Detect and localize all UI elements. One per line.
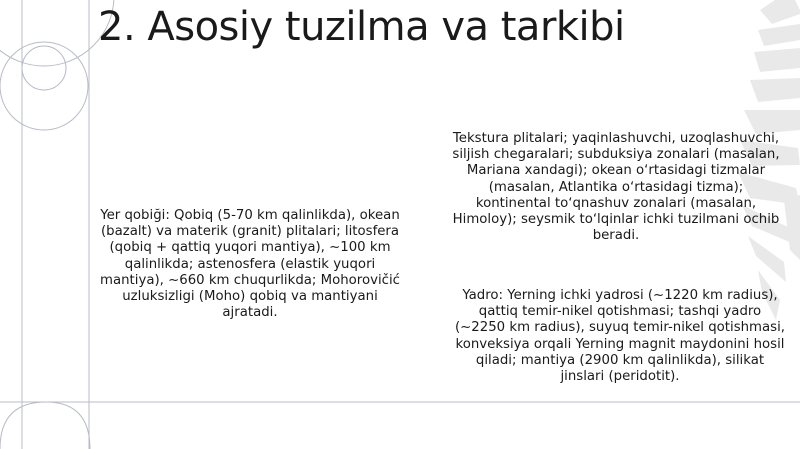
slide-title: 2. Asosiy tuzilma va tarkibi xyxy=(98,4,625,50)
plates-text-block: Tekstura plitalari; yaqinlashuvchi, uzoqlashuvchi, siljish chegaralari; subduksiya zonalari (masalan, Mariana xandagi); okean oʻrtasidagi tizmalar (masalan, Atlantika oʻrtasidagi tizma); kontinental toʻqnashuv zonalari (masalan, Himoloy); seysmik toʻlqinlar ichki tuzilmani ochib beradi. xyxy=(452,131,780,244)
small-circle-outline xyxy=(22,46,66,90)
crust-text-block: Yer qobiği: Qobiq (5-70 km qalinlikda), okean (bazalt) va materik (granit) plitalari; litosfera (qobiq + qattiq yuqori mantiya), ~100 km qalinlikda; astenosfera (elastik yuqori mantiya), ~660 km chuqurlikda; Mohorovičić uzluksizligi (Moho) qobiq va mantiyani ajratadi. xyxy=(100,208,400,321)
core-text-block: Yadro: Yerning ichki yadrosi (~1220 km radius), qattiq temir-nikel qotishmasi; tashqi yadro (~2250 km radius), suyuq temir-nikel qotishmasi, konveksiya orqali Yerning magnit maydonini hosil qiladi; mantiya (2900 km qalinlikda), silikat jinslari (peridotit). xyxy=(454,288,786,385)
medium-circle-outline xyxy=(0,42,88,130)
bottom-arc xyxy=(0,402,90,449)
large-circle-outline xyxy=(0,0,114,66)
